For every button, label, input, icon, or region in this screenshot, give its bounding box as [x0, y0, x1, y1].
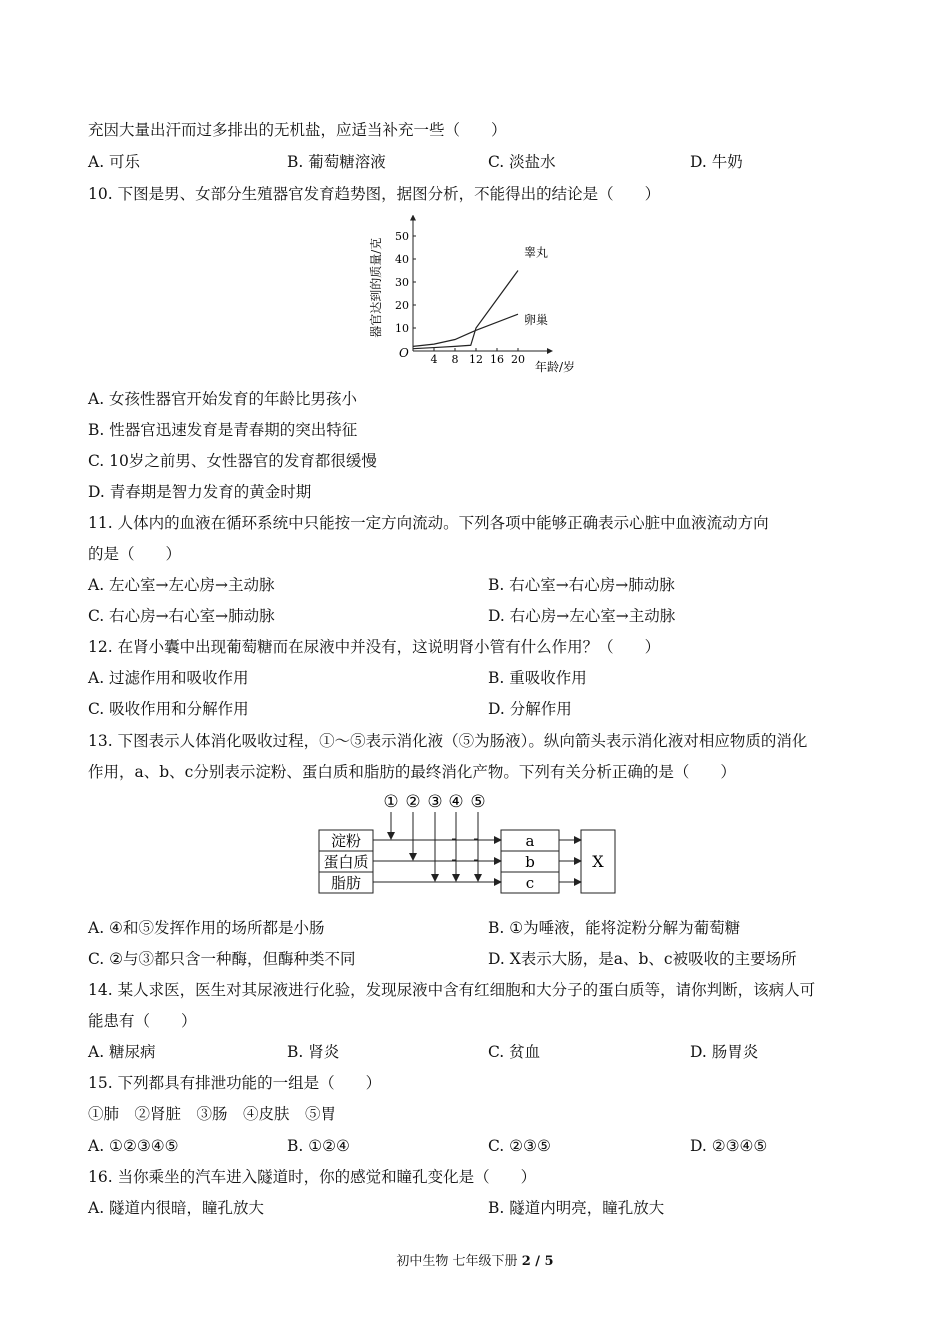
q15-items: ①肺 ②肾脏 ③肠 ④皮肤 ⑤胃 — [88, 1105, 337, 1123]
q10-option-b: B. 性器官迅速发育是青春期的突出特征 — [88, 421, 358, 439]
series-label-1: 睾丸 — [524, 245, 549, 260]
y-axis-label: 器官达到的质量/克 — [369, 237, 383, 338]
q13-stem-line1: 13. 下图表示人体消化吸收过程，①～⑤表示消化液（⑤为肠液）。纵向箭头表示消化液对相应物质的消化 — [88, 732, 808, 750]
product-label-b: b — [525, 853, 535, 871]
digestion-diagram — [315, 790, 625, 898]
q10-option-a: A. 女孩性器官开始发育的年龄比男孩小 — [88, 390, 358, 408]
q13-option-c: C. ②与③都只含一种酶，但酶种类不同 — [88, 950, 356, 968]
x-tick-label: 16 — [490, 353, 504, 366]
q16-option-b: B. 隧道内明亮，瞳孔放大 — [488, 1199, 665, 1217]
juice-label-1: ① — [383, 792, 399, 812]
series-line-2 — [413, 314, 518, 346]
y-axis-arrow — [410, 215, 416, 221]
q13-option-b: B. ①为唾液，能将淀粉分解为葡萄糖 — [488, 919, 741, 937]
substance-label-1: 淀粉 — [330, 832, 362, 850]
q14-stem-line1: 14. 某人求医，医生对其尿液进行化验，发现尿液中含有红细胞和大分子的蛋白质等，请你判断，该病人可 — [88, 981, 816, 999]
substance-label-3: 脂肪 — [330, 874, 362, 892]
q11-stem-line1: 11. 人体内的血液在循环系统中只能按一定方向流动。下列各项中能够正确表示心脏中血液流动方向 — [88, 514, 769, 532]
q11-option-c: C. 右心房→右心室→肺动脉 — [88, 607, 275, 625]
juice-label-5: ⑤ — [470, 792, 486, 812]
page-footer — [0, 1250, 950, 1269]
product-label-c: c — [525, 874, 535, 892]
growth-chart — [360, 215, 590, 380]
x-tick-label: 8 — [451, 353, 459, 366]
q9-stem: 充因大量出汗而过多排出的无机盐，应适当补充一些（ ） — [88, 121, 507, 139]
q11-option-a: A. 左心室→左心房→主动脉 — [88, 576, 275, 594]
q12-option-a: A. 过滤作用和吸收作用 — [88, 669, 249, 687]
q11-option-d: D. 右心房→左心室→主动脉 — [488, 607, 676, 625]
q15-option-a: A. ①②③④⑤ — [88, 1137, 179, 1155]
q9-option-d: D. 牛奶 — [690, 153, 743, 171]
q12-option-c: C. 吸收作用和分解作用 — [88, 700, 249, 718]
q14-option-d: D. 肠胃炎 — [690, 1043, 759, 1061]
y-tick-label: 50 — [395, 230, 409, 243]
q9-option-a: A. 可乐 — [88, 153, 141, 171]
y-tick-label: 40 — [395, 253, 409, 266]
y-tick-label: 10 — [395, 322, 409, 335]
series-line-1 — [413, 271, 518, 349]
y-tick-label: 30 — [395, 276, 409, 289]
q15-option-b: B. ①②④ — [287, 1137, 350, 1155]
q14-option-a: A. 糖尿病 — [88, 1043, 156, 1061]
q12-option-d: D. 分解作用 — [488, 700, 572, 718]
substance-label-2: 蛋白质 — [323, 853, 369, 871]
x-tick-label: 4 — [430, 353, 438, 366]
x-axis-label: 年龄/岁 — [535, 360, 576, 374]
q14-option-b: B. 肾炎 — [287, 1043, 340, 1061]
juice-label-2: ② — [405, 792, 421, 812]
chart-labels — [368, 230, 575, 374]
q13-stem-line2: 作用，a、b、c分别表示淀粉、蛋白质和脂肪的最终消化产物。下列有关分析正确的是（ ） — [88, 763, 736, 781]
q15-option-d: D. ②③④⑤ — [690, 1137, 768, 1155]
q10-stem: 10. 下图是男、女部分生殖器官发育趋势图，据图分析，不能得出的结论是（ ） — [88, 185, 661, 203]
x-axis-arrow — [547, 348, 553, 354]
q13-option-d: D. X表示大肠，是a、b、c被吸收的主要场所 — [488, 950, 797, 968]
x-tick-label: 12 — [469, 353, 483, 366]
q9-option-c: C. 淡盐水 — [488, 153, 556, 171]
chart-axes — [410, 215, 553, 354]
q12-option-b: B. 重吸收作用 — [488, 669, 587, 687]
q16-stem: 16. 当你乘坐的汽车进入隧道时，你的感觉和瞳孔变化是（ ） — [88, 1168, 537, 1186]
q10-option-d: D. 青春期是智力发育的黄金时期 — [88, 483, 312, 501]
juice-label-4: ④ — [448, 792, 464, 812]
chart-lines — [413, 271, 518, 349]
q10-option-c: C. 10岁之前男、女性器官的发育都很缓慢 — [88, 452, 377, 470]
origin-label: O — [399, 346, 409, 360]
q12-stem: 12. 在肾小囊中出现葡萄糖而在尿液中并没有，这说明肾小管有什么作用？（ ） — [88, 638, 661, 656]
q15-option-c: C. ②③⑤ — [488, 1137, 551, 1155]
q13-option-a: A. ④和⑤发挥作用的场所都是小肠 — [88, 919, 325, 937]
q9-option-b: B. 葡萄糖溶液 — [287, 153, 386, 171]
q16-option-a: A. 隧道内很暗，瞳孔放大 — [88, 1199, 265, 1217]
y-tick-label: 20 — [395, 299, 409, 312]
juice-label-3: ③ — [427, 792, 443, 812]
x-label: X — [592, 852, 604, 871]
q14-option-c: C. 贫血 — [488, 1043, 541, 1061]
q11-stem-line2: 的是（ ） — [88, 545, 182, 563]
product-label-a: a — [525, 832, 535, 850]
q14-stem-line2: 能患有（ ） — [88, 1012, 197, 1030]
series-label-2: 卵巢 — [524, 313, 549, 328]
q15-stem: 15. 下列都具有排泄功能的一组是（ ） — [88, 1074, 382, 1092]
q11-option-b: B. 右心室→右心房→肺动脉 — [488, 576, 675, 594]
x-tick-label: 20 — [511, 353, 525, 366]
page-number: 2 / 5 — [521, 1254, 554, 1269]
footer-text: 初中生物 七年级下册 — [396, 1254, 522, 1269]
